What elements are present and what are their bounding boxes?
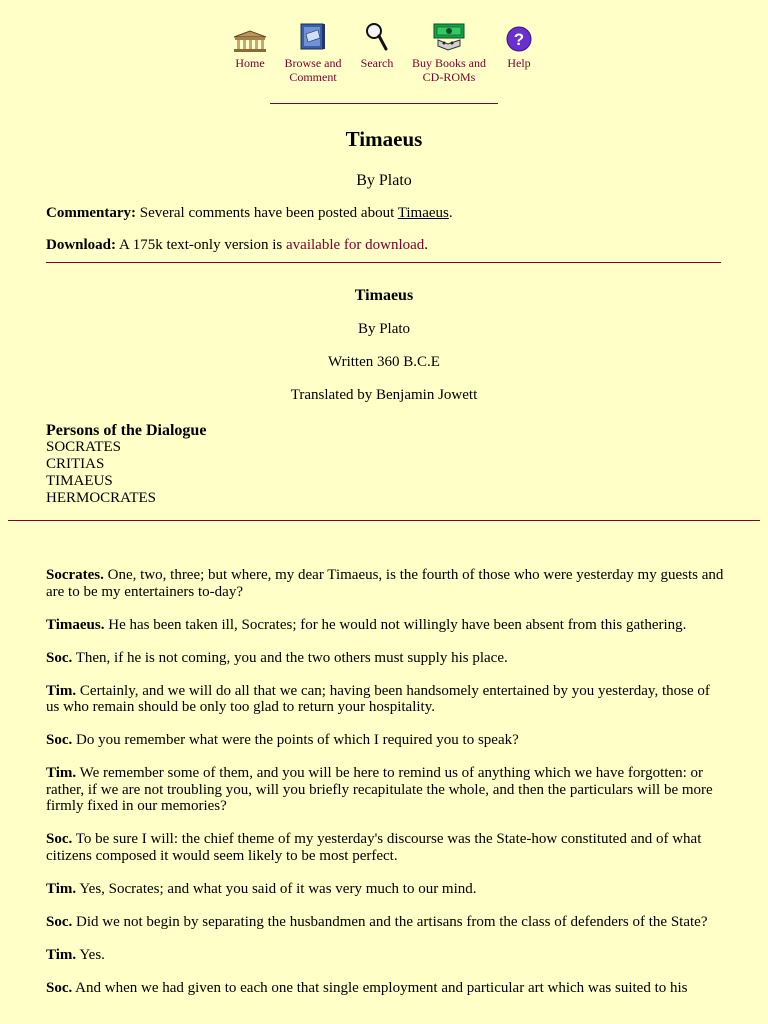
speech: Do you remember what were the points of which I required you to speak?	[72, 732, 519, 748]
speech: Then, if he is not coming, you and the two others must supply his place.	[72, 649, 508, 666]
nav-label: Browse and	[284, 56, 342, 70]
top-nav	[0, 18, 768, 84]
nav-help[interactable]	[497, 18, 541, 84]
work-title: Timaeus	[354, 287, 414, 304]
download-line	[46, 237, 428, 254]
download-label: Download:	[46, 237, 117, 253]
divider	[8, 520, 760, 521]
speech: One, two, three; but where, my dear Timaeus, is the fourth of those who were yesterday my guests and are to be my entertainers to-day?	[46, 567, 724, 600]
book-icon	[298, 18, 328, 52]
speech: Did we not begin by separating the husbandmen and the artisans from the class of defenders of the State?	[72, 913, 708, 930]
svg-text:?: ?	[513, 30, 525, 49]
dialogue-paragraph	[46, 947, 726, 964]
speaker: Socrates.	[46, 567, 104, 583]
dialogue-paragraph	[46, 980, 726, 997]
person-name: TIMAEUS	[46, 473, 113, 489]
download-text: A 175k text-only version is	[116, 237, 287, 253]
speaker: Soc.	[46, 831, 73, 847]
work-translator: Translated by Benjamin Jowett	[290, 387, 478, 403]
speech: He has been taken ill, Socrates; for he would not willingly have been absent from this gathering.	[104, 616, 687, 633]
nav-label: Help	[507, 56, 531, 70]
nav-home[interactable]	[227, 18, 273, 84]
dialogue-paragraph	[46, 617, 726, 634]
page-title: Timaeus	[345, 127, 423, 151]
dialogue-paragraph	[46, 914, 726, 931]
person-name: HERMOCRATES	[46, 490, 157, 506]
dialogue-paragraph	[46, 650, 726, 667]
nav-label: Home	[235, 56, 265, 70]
speech: Yes, Socrates; and what you said of it was very much to our mind.	[76, 880, 477, 897]
speaker: Tim.	[46, 946, 77, 963]
speaker: Tim.	[46, 682, 77, 699]
divider	[270, 103, 498, 104]
dialogue-paragraph	[46, 765, 726, 815]
work-written: Written 360 B.C.E	[328, 354, 440, 370]
money-icon	[432, 18, 466, 52]
dialogue-paragraph	[46, 567, 726, 600]
nav-label: Buy Books and	[411, 56, 486, 70]
speaker: Soc.	[46, 979, 73, 996]
nav-browse-comment[interactable]	[273, 18, 353, 84]
help-icon	[506, 18, 532, 52]
nav-search[interactable]	[353, 18, 401, 84]
nav-buy-books[interactable]	[401, 18, 497, 84]
commentary-text: Several comments have been posted about	[135, 205, 398, 221]
dialogue-text	[46, 567, 726, 1013]
dialogue-paragraph	[46, 881, 726, 898]
speech: Yes.	[76, 946, 105, 963]
commentary-end: .	[448, 205, 453, 221]
dialogue-paragraph	[46, 683, 726, 716]
persons-of-dialogue	[46, 422, 206, 507]
commentary-line	[46, 205, 453, 222]
speaker: Tim.	[46, 880, 77, 897]
speech: To be sure I will: the chief theme of my yesterday's discourse was the State-how constituted and of what citizens composed it would seem likely to be most perfect.	[46, 831, 702, 864]
speaker: Soc.	[46, 649, 73, 666]
speaker: Timaeus.	[46, 616, 105, 633]
commentary-label: Commentary:	[46, 205, 136, 221]
speaker: Tim.	[46, 765, 77, 781]
page-byline: By Plato	[356, 172, 412, 189]
commentary-link[interactable]: Timaeus	[397, 205, 449, 221]
nav-label: Comment	[289, 70, 337, 84]
dialogue-paragraph	[46, 831, 726, 864]
magnifier-icon	[365, 18, 389, 52]
speech: And when we had given to each one that single employment and particular art which was suited to his	[72, 979, 688, 996]
divider	[46, 262, 721, 263]
speech: Certainly, and we will do all that we can; having been handsomely entertained by you yesterday, those of us who remain should be only too glad to return your hospitality.	[46, 682, 710, 715]
download-end: .	[424, 237, 429, 253]
temple-icon	[232, 18, 268, 52]
speech: We remember some of them, and you will be here to remind us of anything which we have forgotten: or rather, if we are not troubling you, will you briefly recapitulate the whole, and then the particulars will be more firmly fixed in our memories?	[46, 765, 713, 814]
download-link[interactable]: available for download	[286, 237, 425, 253]
work-byline: By Plato	[357, 321, 411, 337]
nav-label: CD-ROMs	[422, 70, 476, 84]
speaker: Soc.	[46, 732, 73, 748]
nav-label: Search	[360, 56, 394, 70]
person-name: SOCRATES	[46, 439, 122, 455]
dialogue-paragraph	[46, 732, 726, 749]
persons-heading: Persons of the Dialogue	[46, 422, 207, 439]
person-name: CRITIAS	[46, 456, 105, 472]
speaker: Soc.	[46, 913, 73, 930]
